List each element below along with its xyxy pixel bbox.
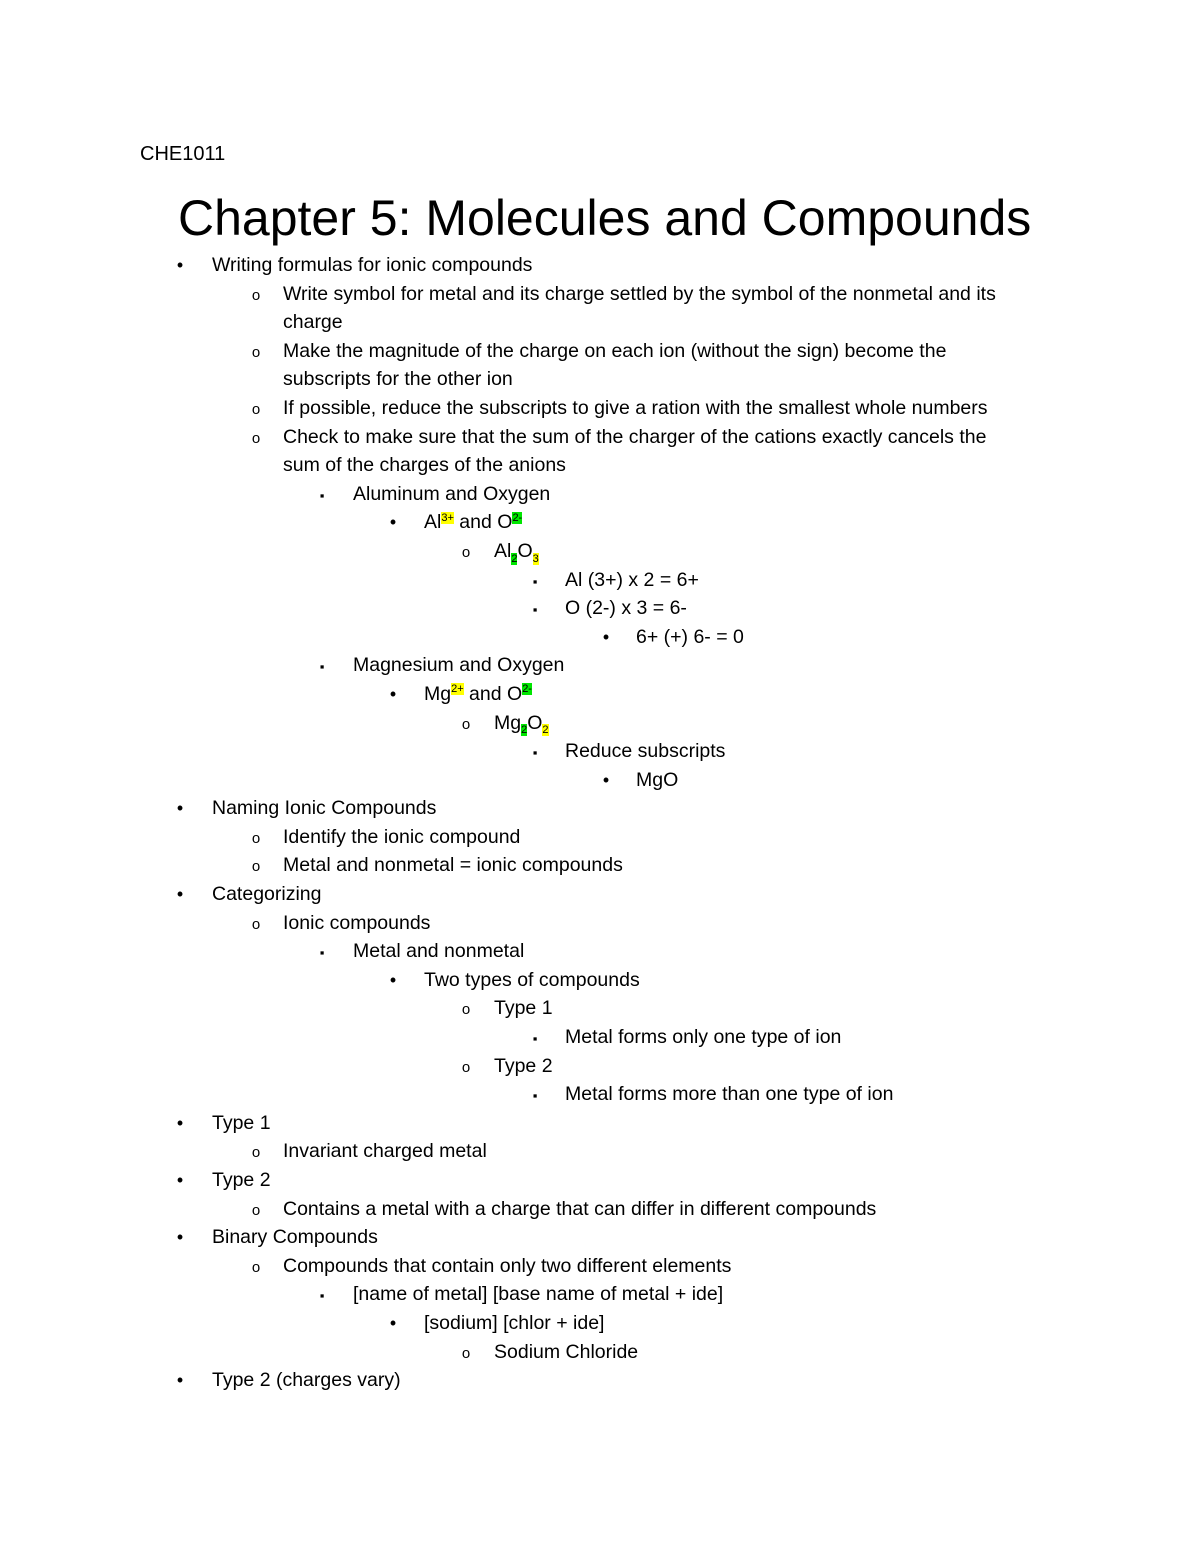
list-item — [0, 594, 1200, 623]
list-item-text: Aluminum and Oxygen — [353, 482, 551, 505]
formula-subscript: 2 — [521, 724, 528, 737]
list-item — [0, 337, 1200, 366]
list-item-text: Magnesium and Oxygen — [353, 654, 565, 677]
bullet-icon — [246, 423, 266, 454]
list-item-text: Type 1 — [212, 1111, 271, 1134]
list-item — [0, 251, 1200, 280]
list-item — [0, 508, 1200, 537]
list-item-text: Contains a metal with a charge that can differ in different compounds — [283, 1197, 877, 1220]
list-item — [0, 766, 1200, 795]
list-item — [0, 537, 1200, 566]
bullet-icon — [170, 1223, 190, 1252]
list-item-text: Metal and nonmetal = ionic compounds — [283, 854, 623, 877]
list-item-text: Sodium Chloride — [494, 1340, 639, 1363]
formula-text: Al — [424, 511, 442, 534]
list-item — [0, 1338, 1200, 1367]
bullet-icon — [456, 1052, 476, 1083]
page-title: Chapter 5: Molecules and Compounds — [178, 190, 1032, 246]
bullet-icon — [596, 766, 616, 795]
formula-text: O — [517, 539, 533, 562]
formula-subscript: 2 — [542, 724, 549, 737]
bullet-icon — [170, 1366, 190, 1395]
bullet-icon — [170, 1109, 190, 1138]
bullet-icon — [456, 994, 476, 1025]
bullet-icon — [596, 623, 616, 652]
list-item-text: Identify the ionic compound — [283, 825, 521, 848]
bullet-icon — [525, 1023, 545, 1054]
bullet-icon — [246, 851, 266, 882]
bullet-icon — [383, 508, 403, 537]
list-item — [0, 1366, 1200, 1395]
list-item — [0, 1023, 1200, 1052]
list-item-text: Invariant charged metal — [283, 1140, 487, 1163]
bullet-icon — [525, 594, 545, 625]
bullet-icon — [246, 909, 266, 940]
list-item — [0, 851, 1200, 880]
bullet-icon — [312, 937, 332, 968]
list-item-text: 6+ (+) 6- = 0 — [636, 625, 744, 648]
bullet-icon — [525, 1080, 545, 1111]
list-item — [0, 994, 1200, 1023]
list-item-text: Metal forms only one type of ion — [565, 1026, 842, 1049]
list-item-text: Metal and nonmetal — [353, 940, 525, 963]
bullet-icon — [456, 1338, 476, 1369]
bullet-icon — [312, 651, 332, 682]
list-item-text: Check to make sure that the sum of the charger of the cations exactly cancels the — [283, 425, 987, 448]
list-item — [0, 394, 1200, 423]
charge-superscript: 2- — [512, 511, 523, 524]
formula-text: Al — [494, 539, 512, 562]
list-item — [0, 1109, 1200, 1138]
list-item-text: Writing formulas for ionic compounds — [212, 254, 533, 276]
list-item-text: Metal forms more than one type of ion — [565, 1083, 894, 1106]
list-item-text — [424, 680, 532, 709]
list-item — [0, 280, 1200, 309]
list-item-text: Make the magnitude of the charge on each ion (without the sign) become the — [283, 339, 947, 362]
formula-text: and O — [463, 682, 523, 705]
bullet-icon — [312, 1280, 332, 1311]
list-item — [0, 623, 1200, 652]
list-item-text — [494, 537, 539, 566]
list-item — [0, 737, 1200, 766]
bullet-icon — [312, 480, 332, 511]
list-item-text: Compounds that contain only two different elements — [283, 1254, 732, 1277]
list-item — [0, 909, 1200, 938]
notes-outline — [0, 251, 1200, 1395]
charge-superscript: 3+ — [441, 511, 454, 524]
list-item — [0, 937, 1200, 966]
bullet-icon — [246, 337, 266, 368]
list-item — [0, 680, 1200, 709]
list-item — [0, 651, 1200, 680]
list-item-text: Binary Compounds — [212, 1226, 378, 1249]
list-item — [0, 365, 1200, 394]
list-item — [0, 880, 1200, 909]
list-item-text: Type 1 — [494, 997, 553, 1020]
list-item — [0, 1137, 1200, 1166]
list-item-text: If possible, reduce the subscripts to give a ration with the smallest whole numbers — [283, 396, 988, 419]
list-item — [0, 1280, 1200, 1309]
list-item-text: sum of the charges of the anions — [283, 454, 566, 477]
list-item-text: Categorizing — [212, 883, 322, 906]
formula-subscript: 3 — [532, 552, 539, 565]
bullet-icon — [246, 280, 266, 311]
charge-superscript: 2- — [522, 683, 532, 696]
list-item-text: Write symbol for metal and its charge settled by the symbol of the nonmetal and its — [283, 282, 996, 305]
bullet-icon — [383, 966, 403, 995]
bullet-icon — [456, 709, 476, 740]
bullet-icon — [246, 1137, 266, 1168]
list-item — [0, 1223, 1200, 1252]
list-item-text: Ionic compounds — [283, 911, 431, 934]
list-item-text: Reduce subscripts — [565, 740, 726, 763]
bullet-icon — [170, 794, 190, 823]
bullet-icon — [383, 680, 403, 709]
list-item-text: MgO — [636, 768, 679, 791]
list-item — [0, 566, 1200, 595]
list-item — [0, 1309, 1200, 1338]
bullet-icon — [246, 394, 266, 425]
list-item — [0, 966, 1200, 995]
list-item-text: charge — [283, 311, 343, 334]
formula-subscript: 2 — [511, 552, 518, 565]
bullet-icon — [170, 880, 190, 909]
list-item-text — [424, 508, 522, 537]
bullet-icon — [246, 1252, 266, 1283]
list-item-text: Naming Ionic Compounds — [212, 797, 437, 820]
list-item-text: Type 2 — [494, 1054, 553, 1077]
list-item — [0, 1195, 1200, 1224]
bullet-icon — [383, 1309, 403, 1338]
list-item-text: Type 2 — [212, 1169, 271, 1191]
formula-text: and O — [453, 511, 513, 534]
list-item — [0, 1252, 1200, 1281]
bullet-icon — [170, 1166, 190, 1195]
formula-text: Mg — [494, 711, 522, 734]
list-item — [0, 794, 1200, 823]
list-item-text: Al (3+) x 2 = 6+ — [565, 568, 699, 591]
list-item-text: Type 2 (charges vary) — [212, 1369, 401, 1392]
list-item-text: O (2-) x 3 = 6- — [565, 597, 687, 620]
list-item-text: [name of metal] [base name of metal + ide] — [353, 1283, 724, 1306]
list-item-text: subscripts for the other ion — [283, 368, 513, 391]
bullet-icon — [456, 537, 476, 568]
list-item — [0, 1052, 1200, 1081]
bullet-icon — [170, 251, 190, 280]
charge-superscript: 2+ — [451, 683, 464, 696]
list-item-text: Two types of compounds — [424, 968, 640, 991]
list-item — [0, 1080, 1200, 1109]
formula-text: O — [527, 711, 543, 734]
list-item — [0, 823, 1200, 852]
list-item — [0, 308, 1200, 337]
bullet-icon — [525, 737, 545, 768]
list-item-text — [494, 709, 549, 738]
list-item — [0, 451, 1200, 480]
list-item-text: [sodium] [chlor + ide] — [424, 1311, 605, 1334]
bullet-icon — [525, 566, 545, 597]
bullet-icon — [246, 1195, 266, 1226]
list-item — [0, 423, 1200, 452]
list-item — [0, 709, 1200, 738]
list-item — [0, 480, 1200, 509]
bullet-icon — [246, 823, 266, 854]
list-item — [0, 1166, 1200, 1195]
course-code: CHE1011 — [140, 143, 226, 165]
formula-text: Mg — [424, 682, 452, 705]
